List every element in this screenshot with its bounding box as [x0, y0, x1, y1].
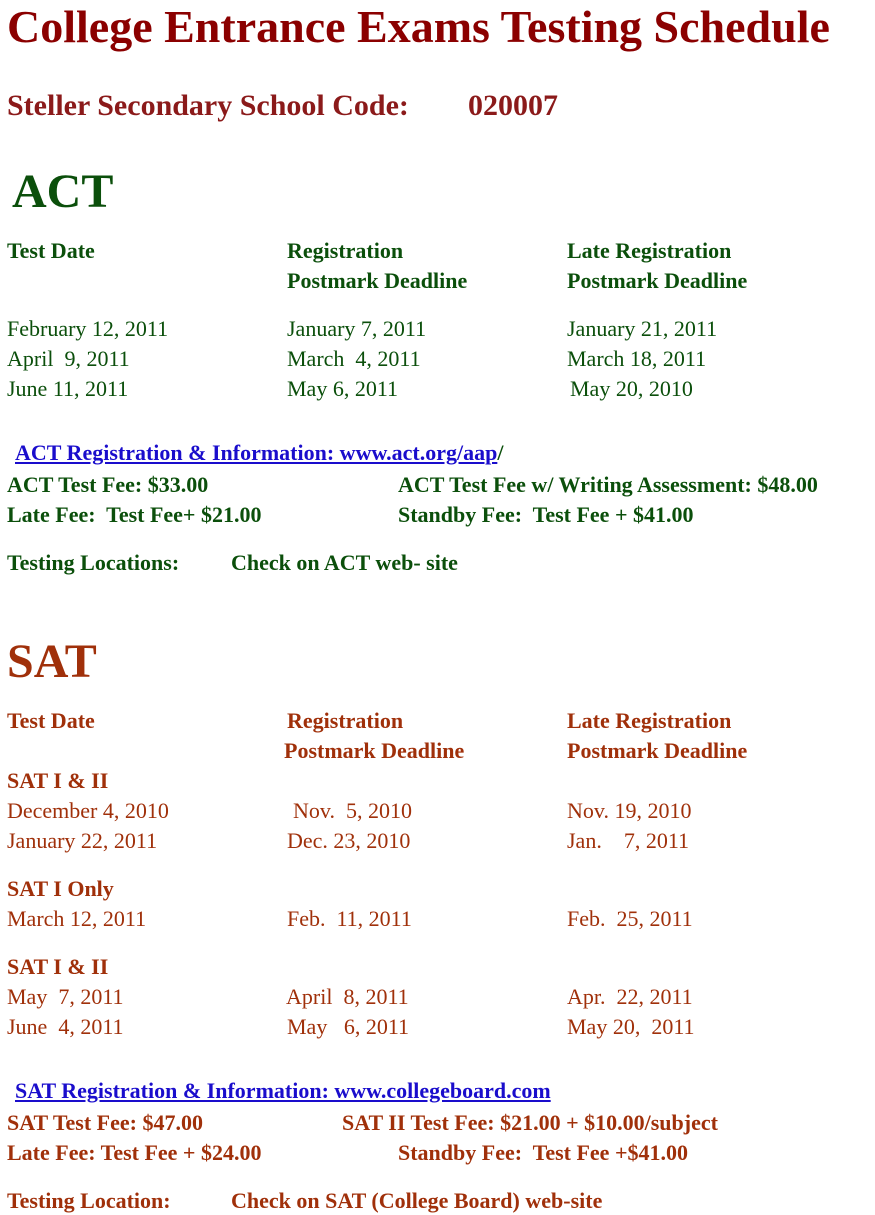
- sat-group-3-label: SAT I & II: [7, 954, 109, 979]
- sat-group-2-label: SAT I Only: [7, 876, 114, 901]
- act-row-2-test-date: April 9, 2011: [7, 346, 130, 371]
- act-row-2-registration: March 4, 2011: [287, 346, 421, 371]
- act-registration-link[interactable]: ACT Registration & Information: www.act.org/aap: [15, 440, 498, 465]
- sat-g3-row-1-registration: April 8, 2011: [286, 984, 409, 1009]
- sat-g3-row-1-late: Apr. 22, 2011: [567, 984, 693, 1009]
- act-col-registration: Registration: [287, 238, 404, 263]
- sat-test-fee: SAT Test Fee: $47.00: [7, 1110, 203, 1135]
- sat-col-registration: Registration: [287, 708, 404, 733]
- sat-registration-link-line: [7, 1064, 551, 1102]
- act-testing-locations-value: Check on ACT web- site: [231, 550, 458, 575]
- sat-late-fee: Late Fee: Test Fee + $24.00: [7, 1140, 262, 1165]
- act-col-registration-deadline: Postmark Deadline: [287, 268, 468, 293]
- act-row-1-test-date: February 12, 2011: [7, 316, 169, 341]
- sat-g2-row-1-test-date: March 12, 2011: [7, 906, 147, 931]
- sat-g2-row-1-registration: Feb. 11, 2011: [287, 906, 412, 931]
- act-col-late-deadline: Postmark Deadline: [567, 268, 748, 293]
- act-standby-fee: Standby Fee: Test Fee + $41.00: [398, 502, 694, 527]
- act-link-slash: /: [497, 440, 504, 465]
- sat-g2-row-1-late: Feb. 25, 2011: [567, 906, 693, 931]
- sat-col-late-deadline: Postmark Deadline: [567, 738, 748, 763]
- act-heading: ACT: [12, 165, 114, 218]
- act-row-3-registration: May 6, 2011: [287, 376, 399, 401]
- page-title: College Entrance Exams Testing Schedule: [7, 1, 830, 52]
- act-row-3-test-date: June 11, 2011: [7, 376, 129, 401]
- sat-g3-row-2-test-date: June 4, 2011: [7, 1014, 124, 1039]
- sat-g3-row-2-registration: May 6, 2011: [287, 1014, 410, 1039]
- sat-col-registration-deadline: Postmark Deadline: [284, 738, 465, 763]
- sat-g1-row-1-late: Nov. 19, 2010: [567, 798, 692, 823]
- act-test-fee: ACT Test Fee: $33.00: [7, 472, 209, 497]
- act-col-late-registration: Late Registration: [567, 238, 732, 263]
- sat-g1-row-2-registration: Dec. 23, 2010: [287, 828, 411, 853]
- sat-g1-row-2-late: Jan. 7, 2011: [567, 828, 690, 853]
- sat-ii-test-fee: SAT II Test Fee: $21.00 + $10.00/subject: [342, 1110, 718, 1135]
- sat-registration-link[interactable]: SAT Registration & Information: www.collegeboard.com: [15, 1078, 551, 1103]
- sat-g3-row-2-late: May 20, 2011: [567, 1014, 695, 1039]
- act-test-fee-writing: ACT Test Fee w/ Writing Assessment: $48.00: [398, 472, 818, 497]
- act-testing-locations-label: Testing Locations:: [7, 550, 180, 575]
- school-code-value: 020007: [468, 89, 558, 122]
- act-row-1-registration: January 7, 2011: [287, 316, 427, 341]
- sat-standby-fee: Standby Fee: Test Fee +$41.00: [398, 1140, 688, 1165]
- sat-col-test-date: Test Date: [7, 708, 95, 733]
- school-code-label: Steller Secondary School Code:: [7, 89, 409, 122]
- act-col-test-date: Test Date: [7, 238, 95, 263]
- sat-group-1-label: SAT I & II: [7, 768, 109, 793]
- act-registration-link-line: [7, 426, 503, 464]
- act-row-3-late: May 20, 2010: [570, 376, 693, 401]
- sat-testing-location-value: Check on SAT (College Board) web-site: [231, 1188, 603, 1213]
- sat-heading: SAT: [7, 635, 97, 688]
- act-row-2-late: March 18, 2011: [567, 346, 707, 371]
- sat-g1-row-1-test-date: December 4, 2010: [7, 798, 169, 823]
- sat-testing-location-label: Testing Location:: [7, 1188, 171, 1213]
- sat-g3-row-1-test-date: May 7, 2011: [7, 984, 124, 1009]
- sat-g1-row-1-registration: Nov. 5, 2010: [293, 798, 412, 823]
- act-late-fee: Late Fee: Test Fee+ $21.00: [7, 502, 262, 527]
- sat-g1-row-2-test-date: January 22, 2011: [7, 828, 158, 853]
- act-row-1-late: January 21, 2011: [567, 316, 718, 341]
- sat-col-late-registration: Late Registration: [567, 708, 732, 733]
